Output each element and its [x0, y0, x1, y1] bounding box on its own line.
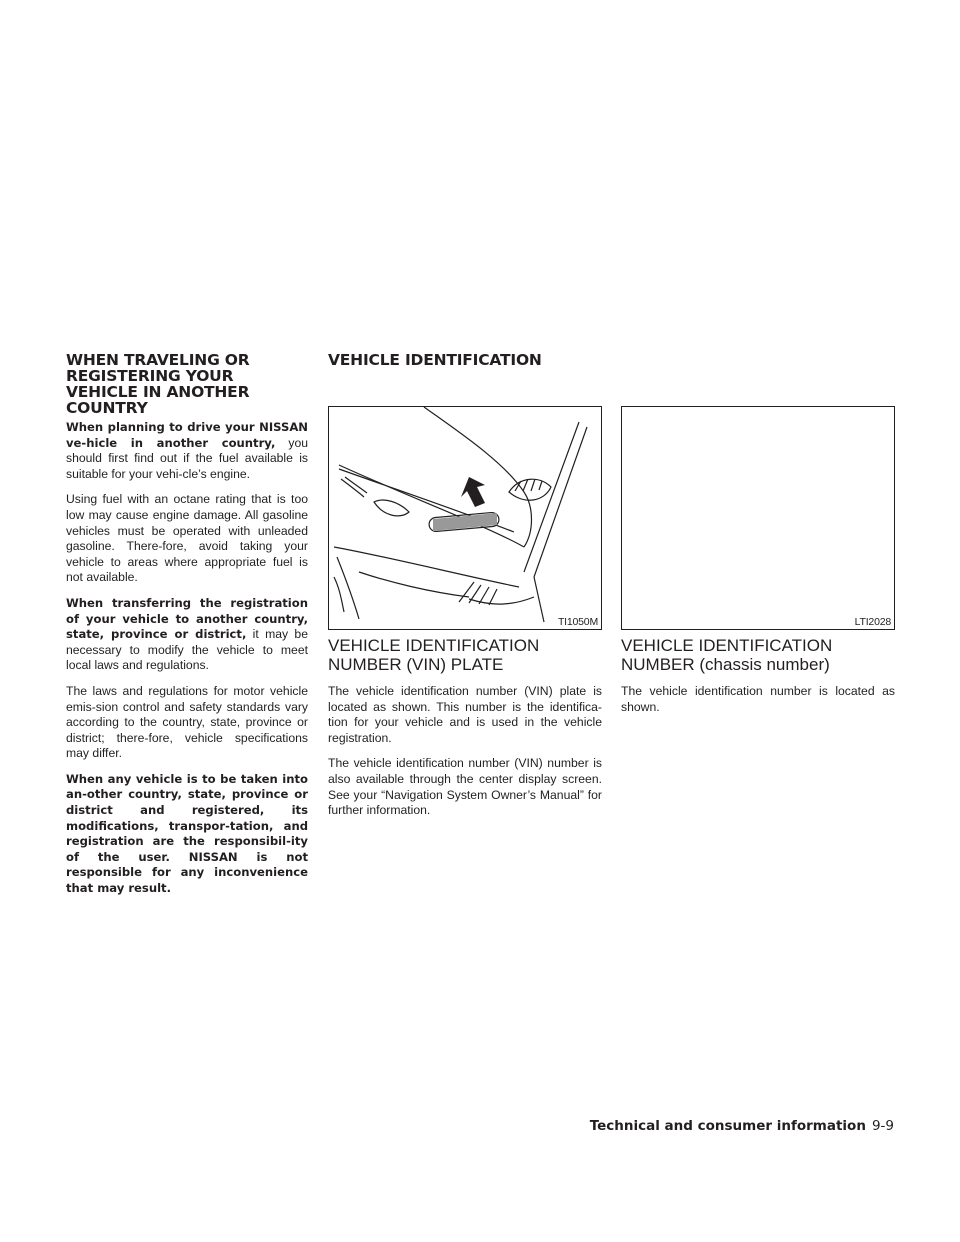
section-heading-vehicle-identification: VEHICLE IDENTIFICATION	[328, 351, 542, 369]
paragraph-planning-text: you should first find out if the fuel available is suitable for your vehi-cle’s engine.	[66, 435, 309, 481]
subheading-vin-plate: VEHICLE IDENTIFICATION NUMBER (VIN) PLATE	[328, 636, 540, 674]
figure-code-chassis-number: LTI2028	[854, 616, 891, 628]
section-heading-traveling: WHEN TRAVELING OR REGISTERING YOUR VEHICLE IN ANOTHER COUNTRY	[66, 351, 250, 417]
subheading-chassis-number: VEHICLE IDENTIFICATION NUMBER (chassis number)	[621, 636, 833, 674]
figure-chassis-number	[621, 406, 895, 630]
paragraph-responsibility: When any vehicle is to be taken into an-other country, state, province or district and registered, its modifications, transpor-tation, and registration are the responsibil-ity of the user. NISSAN is not responsible for any inconvenience that may result.	[66, 771, 308, 896]
paragraph-transferring-text: it may be necessary to modify the vehicle to meet local laws and regulations.	[66, 627, 308, 673]
bold-lead-transferring: When transferring the registration of your vehicle to another country, state, province or district,	[66, 595, 308, 642]
page-number: 9-9	[871, 1118, 894, 1134]
vin-plate-section	[328, 636, 602, 829]
paragraph-vin-display: The vehicle identification number (VIN) number is also available through the center display screen. See your “Navigation System Owner’s Manual” for further information.	[328, 756, 602, 818]
figure-vin-plate	[328, 406, 602, 630]
footer-section-title: Technical and consumer information	[589, 1118, 866, 1134]
left-column	[66, 352, 308, 907]
paragraph-planning	[66, 420, 308, 482]
paragraph-chassis-location: The vehicle identification number is located as shown.	[621, 684, 895, 714]
paragraph-transferring	[66, 596, 308, 674]
figure-code-vin-plate: TI1050M	[557, 616, 598, 628]
chassis-number-section	[621, 636, 895, 725]
paragraph-octane: Using fuel with an octane rating that is too low may cause engine damage. All gasoline vehicles must be operated with unleaded gasoline. There-fore, avoid taking your vehicle to areas where appropriate fuel is not available.	[66, 492, 308, 585]
vin-plate-illustration	[329, 407, 601, 629]
paragraph-vin-plate-location: The vehicle identification number (VIN) plate is located as shown. This number is the identifica-tion for your vehicle and is used in the vehicle registration.	[328, 684, 602, 745]
page-footer	[590, 1118, 894, 1134]
paragraph-laws: The laws and regulations for motor vehicle emis-sion control and safety standards vary according to the country, state, province or district; there-fore, vehicle specifications may differ.	[66, 683, 308, 761]
bold-lead-planning: When planning to drive your NISSAN ve-hicle in another country,	[66, 420, 308, 450]
